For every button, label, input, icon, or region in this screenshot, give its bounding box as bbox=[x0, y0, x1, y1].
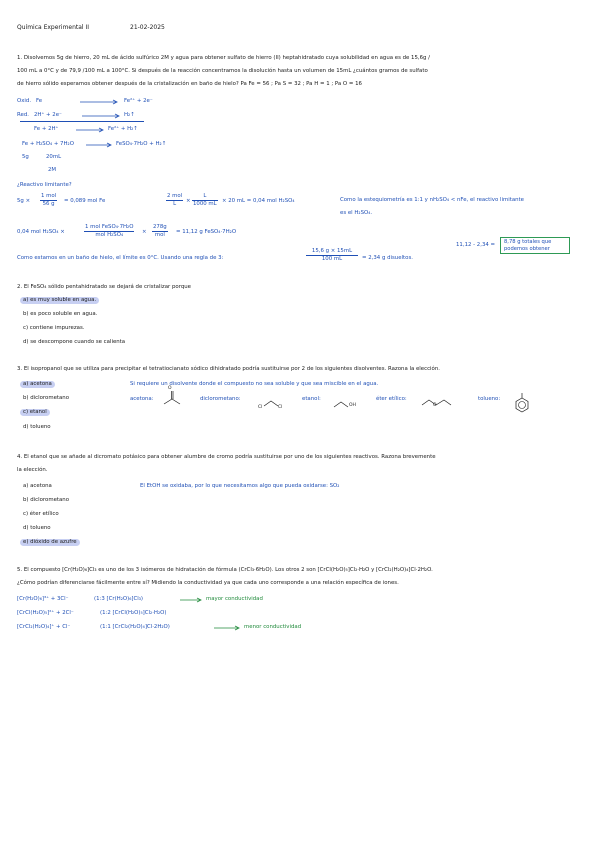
toluene-structure-icon bbox=[512, 392, 532, 414]
q1-text-line-1: 1. Disolvemos 5g de hierro, 20 mL de ácido sulfúrico 2M y agua para obtener sulfato de hierro (II) heptahidratado cuya solubilidad en agua es de 15,6g / bbox=[17, 55, 430, 61]
q2-option-b[interactable]: b) es poco soluble en agua. bbox=[23, 311, 98, 317]
q4-option-e[interactable]: e) dióxido de azufre bbox=[20, 539, 80, 546]
calc2-num-2: L bbox=[192, 193, 218, 201]
q5-row-3-formula: [CrCl₂(H₂O)₄]⁺ + Cl⁻ bbox=[17, 624, 71, 630]
sum-divider bbox=[20, 121, 144, 122]
q4-option-a[interactable]: a) acetona bbox=[23, 483, 52, 489]
q5-row-1-note: mayor conductividad bbox=[206, 596, 263, 602]
dcm-chlorine-left: Cl bbox=[258, 405, 263, 410]
calc3-fraction-2 bbox=[152, 224, 168, 239]
q5-row-1-formula: [Cr(H₂O)₆]³⁺ + 3Cl⁻ bbox=[17, 596, 69, 602]
ox-rhs: Fe²⁺ + 2e⁻ bbox=[124, 98, 153, 104]
calc2-num-1: 2 mol bbox=[167, 193, 183, 199]
q2-question: 2. El FeSO₄ sólido pentahidratado se dejará de cristalizar porque bbox=[17, 284, 191, 290]
q5-row-1-arrow-icon bbox=[180, 597, 204, 603]
q3-label-diclorometano: diclorometano: bbox=[200, 396, 241, 402]
q5-row-3-arrow-icon bbox=[214, 625, 242, 631]
calc3-fraction-1 bbox=[84, 224, 134, 239]
q2-option-c[interactable]: c) contiene impurezas. bbox=[23, 325, 85, 331]
q3-option-d[interactable]: d) tolueno bbox=[23, 424, 51, 430]
calc2-fraction-1 bbox=[166, 193, 183, 208]
q5-row-2-formula: [CrCl(H₂O)₅]²⁺ + 2Cl⁻ bbox=[17, 610, 74, 616]
q4-option-d[interactable]: d) tolueno bbox=[23, 525, 51, 531]
calc1-result: = 0,089 mol Fe bbox=[64, 198, 106, 204]
q4-option-c[interactable]: c) éter etílico bbox=[23, 511, 59, 517]
full-eq-lhs: Fe + H₂SO₄ + 7H₂O bbox=[22, 141, 74, 147]
rule-of-three-fraction bbox=[306, 248, 358, 263]
q5-row-3-ratio: (1:1 [CrCl₂(H₂O)₄]Cl·2H₂O) bbox=[100, 624, 170, 630]
q4-question-line-1: 4. El etanol que se añade al dicromato potásico para obtener alumbre de cromo podría sustituirse por uno de los siguientes reactivos. Razona brevemente bbox=[17, 454, 436, 460]
q3-answer: Si requiere un disolvente donde el compuesto no sea soluble y que sea miscible en el agua. bbox=[130, 381, 379, 387]
ox-label: Oxid. bbox=[17, 98, 32, 104]
qty-acid-volume: 20mL bbox=[46, 154, 62, 160]
calc3-num-1: 1 mol FeSO₄·7H₂O bbox=[85, 224, 134, 230]
acetone-oxygen-label: O bbox=[168, 386, 172, 391]
q3-question: 3. El isopropanol que se utiliza para precipitar el tetratiocianato sódico dihidratado podría sustituirse por 2 de los siguientes disolventes. Razona la elección. bbox=[17, 366, 440, 372]
calc3-num-2: 278g bbox=[153, 224, 167, 230]
rule3-num: 15,6 g × 15mL bbox=[306, 248, 358, 256]
stoichiometry-note-2: es el H₂SO₄. bbox=[340, 210, 373, 216]
red-rhs: H₂↑ bbox=[124, 112, 135, 118]
q5-text-line-1: 5. El compuesto [Cr(H₂O)₆]Cl₃ es uno de los 3 isómeros de hidratación de fórmula (CrCl₃·6H₂O). Los otros 2 son [CrCl(H₂O)₅]Cl₂·H₂O y [CrCl₂(H₂O)₄]Cl·2H₂O. bbox=[17, 567, 433, 573]
sum-rhs: Fe²⁺ + H₂↑ bbox=[108, 126, 138, 132]
dcm-chlorine-right: Cl bbox=[278, 405, 283, 410]
red-label: Red. bbox=[17, 112, 29, 118]
calc1-num: 1 mol bbox=[41, 193, 57, 199]
red-lhs: 2H⁺ + 2e⁻ bbox=[34, 112, 62, 118]
full-eq-rhs: FeSO₄·7H₂O + H₂↑ bbox=[116, 141, 167, 147]
calc3-lhs: 0,04 mol H₂SO₄ × bbox=[17, 229, 65, 235]
ox-arrow-icon bbox=[80, 99, 120, 105]
calc3-den-2: mol bbox=[154, 232, 165, 238]
document-title: Química Experimental II bbox=[17, 24, 90, 31]
q1-text-line-3: de hierro sólido esperamos obtener después de la cristalización en baño de hielo? Pa Fe = 56 ; Pa S = 32 ; Pa H = 1 ; Pa O = 16 bbox=[17, 81, 362, 87]
calc1-den: 56 g bbox=[42, 201, 55, 207]
calc3-result: = 11,12 g FeSO₄·7H₂O bbox=[176, 229, 237, 235]
side-calculation: 11,12 - 2,34 = bbox=[456, 242, 496, 248]
qty-acid-conc: 2M bbox=[48, 167, 57, 173]
calc2-fraction-2 bbox=[192, 193, 218, 208]
q3-label-eter: éter etílico: bbox=[376, 396, 407, 402]
q4-option-b[interactable]: b) diclorometano bbox=[23, 497, 70, 503]
q2-option-a[interactable]: a) es muy soluble en agua. bbox=[20, 297, 99, 304]
diethyl-ether-structure-icon bbox=[420, 396, 460, 410]
q4-answer: El EtOH se oxidaba, por lo que necesitamos algo que pueda oxidarse: SO₂ bbox=[140, 483, 340, 489]
q5-row-3-note: menor conductividad bbox=[244, 624, 302, 630]
red-arrow-icon bbox=[82, 113, 122, 119]
qty-iron: 5g bbox=[22, 154, 29, 160]
q5-text-line-2: ¿Cómo podrían diferenciarse fácilmente entre sí? Midiendo la conductividad ya que cada uno corresponde a una relación específica de iones. bbox=[17, 580, 399, 586]
q3-option-b[interactable]: b) diclorometano bbox=[23, 395, 70, 401]
calc2-den-2: 1000 mL bbox=[193, 201, 217, 207]
sum-lhs: Fe + 2H⁺ bbox=[34, 126, 59, 132]
calc2-result: × 20 mL = 0,04 mol H₂SO₄ bbox=[222, 198, 295, 204]
limiting-reagent-question: ¿Reactivo limitante? bbox=[17, 182, 72, 188]
calc2-den-1: L bbox=[173, 201, 177, 207]
rule-of-three-result: = 2,34 g disueltos. bbox=[362, 255, 413, 261]
q3-label-etanol: etanol: bbox=[302, 396, 321, 402]
q2-option-d[interactable]: d) se descompone cuando se calienta bbox=[23, 339, 126, 345]
document-date: 21-02-2025 bbox=[130, 24, 165, 31]
ethanol-oh-label: OH bbox=[349, 403, 356, 408]
q3-option-c[interactable]: c) etanol bbox=[20, 409, 50, 416]
stoichiometry-note-1: Como la estequiometría es 1:1 y nH₂SO₄ < nFe, el reactivo limitante bbox=[340, 197, 524, 203]
final-answer-box: 8,78 g totales que podemos obtener bbox=[500, 237, 570, 254]
q5-row-1-ratio: (1:3 [Cr(H₂O)₆]Cl₃) bbox=[94, 596, 144, 602]
q4-question-line-2: la elección. bbox=[17, 467, 48, 473]
dichloromethane-structure-icon bbox=[258, 398, 288, 412]
q3-label-acetona: acetona: bbox=[130, 396, 154, 402]
calc1-lhs: 5g × bbox=[17, 198, 31, 204]
calc3-times: × bbox=[142, 229, 147, 235]
rule3-den: 100 mL bbox=[321, 256, 343, 262]
q3-label-tolueno: tolueno: bbox=[478, 396, 501, 402]
q1-text-line-2: 100 mL a 0°C y de 79,9 /100 mL a 100°C. Si después de la reacción concentramos la disolución hasta un volumen de 15mL ¿cuántos gramos de sulfato bbox=[17, 68, 428, 74]
q3-option-a[interactable]: a) acetona bbox=[20, 381, 55, 388]
sum-arrow-icon bbox=[76, 127, 106, 133]
calc1-fraction bbox=[40, 193, 57, 208]
q5-row-2-ratio: (1:2 [CrCl(H₂O)₅]Cl₂·H₂O) bbox=[100, 610, 167, 616]
rule-of-three-text: Como estamos en un baño de hielo, el límite es 0°C. Usando una regla de 3: bbox=[17, 255, 224, 261]
ether-oxygen-label: O bbox=[433, 403, 437, 408]
calc2-times: × bbox=[186, 198, 191, 204]
full-eq-arrow-icon bbox=[86, 142, 114, 148]
calc3-den-1: mol H₂SO₄ bbox=[95, 232, 124, 238]
ox-lhs: Fe bbox=[36, 98, 43, 104]
acetone-structure-icon bbox=[162, 388, 184, 410]
